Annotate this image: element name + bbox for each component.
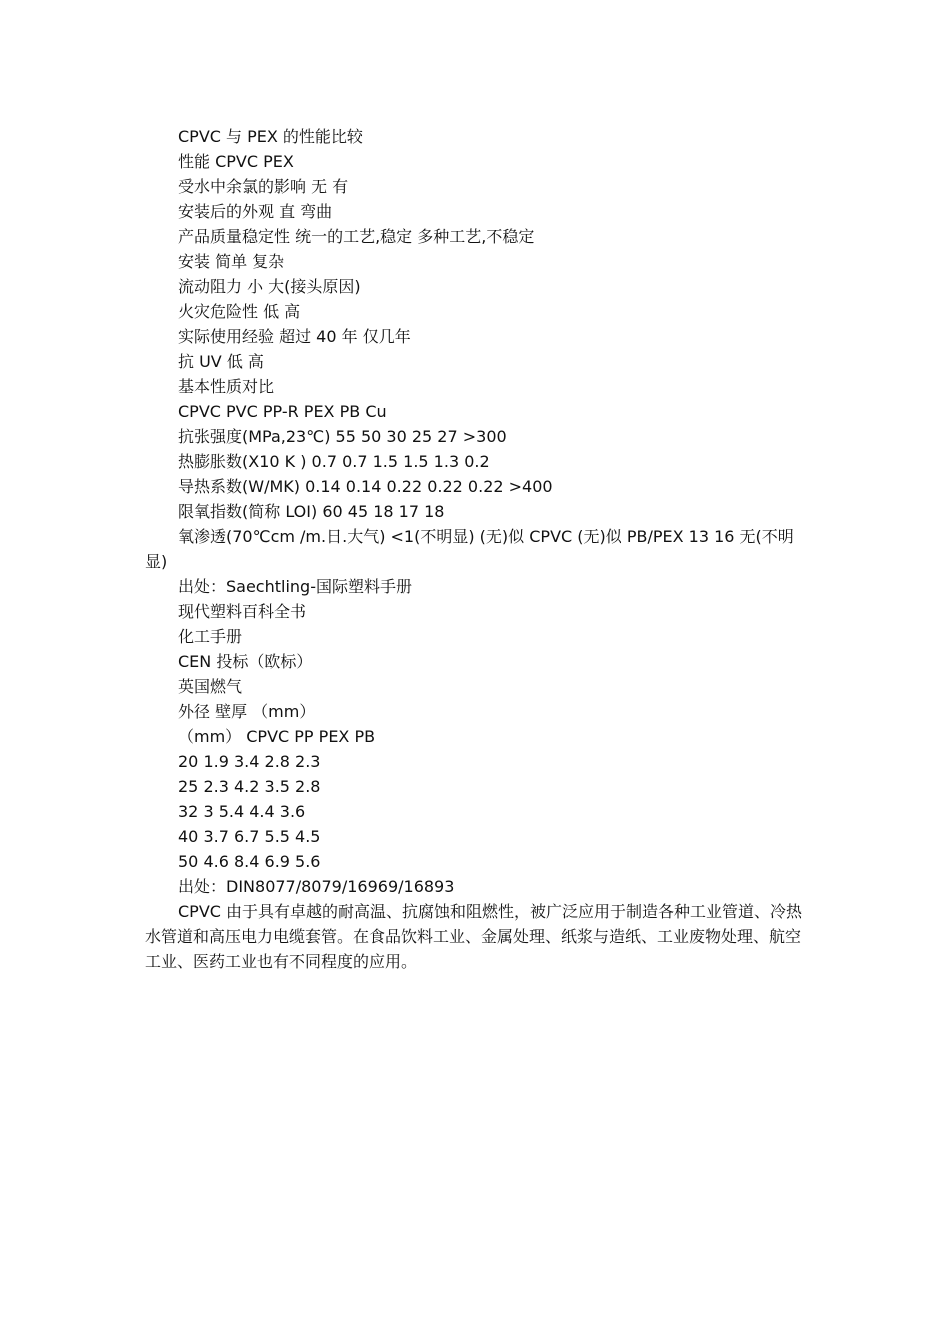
- summary-paragraph: CPVC 由于具有卓越的耐高温、抗腐蚀和阻燃性，被广泛应用于制造各种工业管道、冷热水管道和高压电力电缆套管。在食品饮料工业、金属处理、纸浆与造纸、工业废物处理、航空工业、医药工业也有不同程度的应用。: [145, 902, 803, 971]
- table-row: CPVC PVC PP-R PEX PB Cu: [178, 402, 387, 421]
- table-row: 抗张强度(MPa,23℃) 55 50 30 25 27 >300: [178, 427, 507, 446]
- source-line: 英国燃气: [178, 677, 243, 696]
- table-row: 安装后的外观 直 弯曲: [178, 202, 333, 221]
- table-row: 导热系数(W/MK) 0.14 0.14 0.22 0.22 0.22 >400: [178, 477, 553, 496]
- table-row: 受水中余氯的影响 无 有: [178, 177, 349, 196]
- document-body: [145, 124, 810, 974]
- table-row: 火灾危险性 低 高: [178, 302, 301, 321]
- heading-cpvc-vs-pex: CPVC 与 PEX 的性能比较: [178, 127, 363, 146]
- source-line: CEN 投标（欧标）: [178, 652, 313, 671]
- table-row: 20 1.9 3.4 2.8 2.3: [178, 752, 321, 771]
- source-line: 现代塑料百科全书: [178, 602, 307, 621]
- table-row: 安装 简单 复杂: [178, 252, 285, 271]
- table-row: 流动阻力 小 大(接头原因): [178, 277, 361, 296]
- table-row: 外径 壁厚 （mm）: [178, 702, 316, 721]
- table-row: 氧渗透(70℃cm /m.日.大气) <1(不明显) (无)似 CPVC (无)似 PB/PEX 13 16 无(不明显): [145, 527, 794, 571]
- table-row: 热膨胀数(X10 K ) 0.7 0.7 1.5 1.5 1.3 0.2: [178, 452, 490, 471]
- table-row: 40 3.7 6.7 5.5 4.5: [178, 827, 321, 846]
- heading-basic-properties: 基本性质对比: [178, 377, 275, 396]
- table-row: 32 3 5.4 4.4 3.6: [178, 802, 306, 821]
- table-row: 抗 UV 低 高: [178, 352, 264, 371]
- table-row: 25 2.3 4.2 3.5 2.8: [178, 777, 321, 796]
- table-row: 产品质量稳定性 统一的工艺,稳定 多种工艺,不稳定: [178, 227, 535, 246]
- source-line: 化工手册: [178, 627, 243, 646]
- table-row: 实际使用经验 超过 40 年 仅几年: [178, 327, 411, 346]
- source-line: 出处：Saechtling-国际塑料手册: [178, 577, 412, 596]
- table-row: （mm） CPVC PP PEX PB: [178, 727, 376, 746]
- source-line: 出处：DIN8077/8079/16969/16893: [178, 877, 455, 896]
- table-row: 50 4.6 8.4 6.9 5.6: [178, 852, 321, 871]
- table-row: 限氧指数(简称 LOI) 60 45 18 17 18: [178, 502, 445, 521]
- table-row: 性能 CPVC PEX: [178, 152, 294, 171]
